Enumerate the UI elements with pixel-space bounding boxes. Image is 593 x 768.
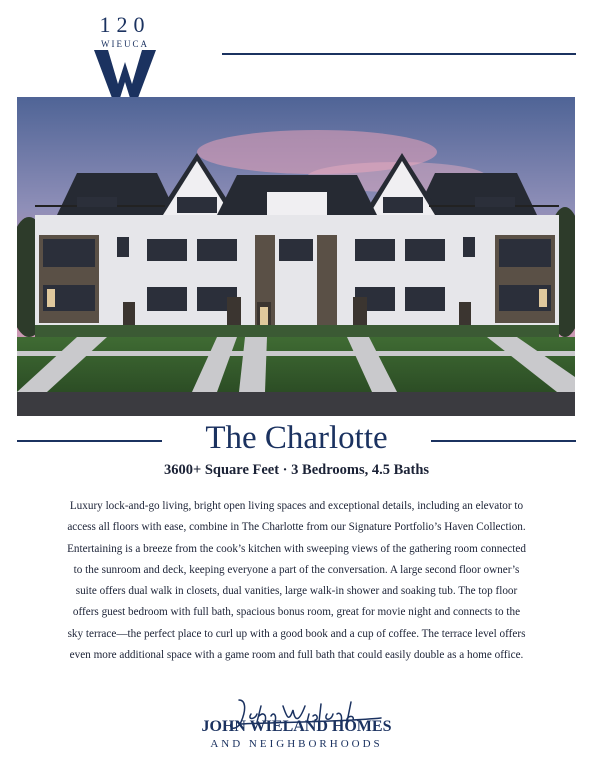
home-specs: 3600+ Square Feet · 3 Bedrooms, 4.5 Baths: [163, 462, 430, 478]
page-title: The Charlotte: [205, 420, 388, 456]
logo-name: WIEUCA: [101, 39, 149, 49]
logo-number: 120: [99, 12, 151, 37]
title-rule-right: [431, 440, 576, 442]
logo-w-icon: [92, 48, 158, 100]
description-line: Entertaining is a breeze from the cook’s kitchen with sweeping views of the gathering room connected: [67, 542, 526, 555]
description-line: Luxury lock-and-go living, bright open living spaces and exceptional details, including an elevator to: [69, 500, 524, 512]
title-rule-left: [17, 440, 162, 442]
description-line: to the sunroom and deck, keeping everyone a part of the conversation. A large second floor owner’s: [73, 563, 520, 576]
description-line: even more additional space with a game room and full bath that could easily double as a home office.: [69, 649, 524, 662]
house-rendering: [17, 97, 575, 416]
description-line: offers guest bedroom with full bath, spacious bonus room, great for movie night and connects to the: [72, 606, 521, 619]
community-logo: [88, 12, 162, 98]
description-line: sky terrace—the perfect place to curl up with a good book and a cup of coffee. The terrace level offers: [67, 627, 526, 640]
description: [40, 496, 553, 666]
header-rule: [222, 53, 576, 55]
brand-tagline: AND NEIGHBORHOODS: [210, 738, 383, 750]
description-line: access all floors with ease, combine in The Charlotte from our Signature Portfolio’s Haven Collection.: [67, 521, 526, 534]
description-line: suite offers dual walk in closets, dual vanities, large walk-in shower and soaking tub. The top floor: [75, 585, 518, 598]
brand-name: JOHN WIELAND HOMES: [201, 718, 392, 735]
